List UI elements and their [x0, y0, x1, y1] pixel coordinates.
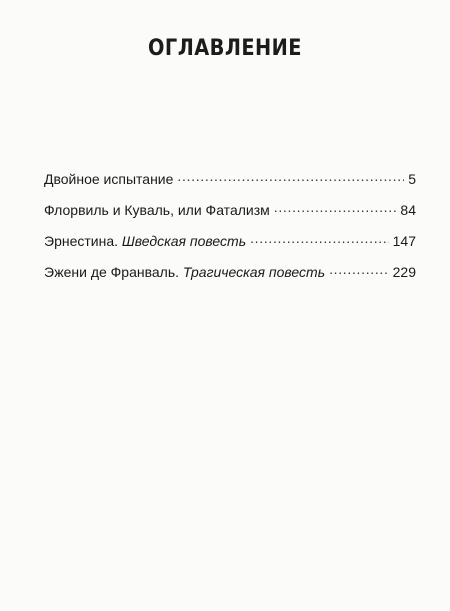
toc-entry[interactable]	[44, 199, 416, 230]
toc-entry-text	[44, 233, 246, 249]
toc-entry-subtitle: Трагическая повесть	[182, 264, 326, 280]
dot-leader	[177, 168, 404, 184]
table-of-contents	[44, 168, 416, 292]
toc-entry-text	[44, 171, 173, 187]
toc-page-number: 229	[392, 264, 416, 280]
toc-entry-title: Флорвиль и Куваль, или Фатализм	[44, 202, 270, 218]
page-title: ОГЛАВЛЕНИЕ	[148, 36, 302, 61]
toc-entry-title: Двойное испытание	[44, 171, 174, 187]
dot-leader	[329, 261, 389, 277]
toc-entry[interactable]	[44, 261, 416, 292]
toc-entry-title: Эжени де Франваль.	[44, 264, 183, 280]
toc-page-number: 5	[408, 171, 416, 187]
toc-page-number: 84	[400, 202, 416, 218]
toc-entry-text	[44, 264, 325, 280]
toc-entry[interactable]	[44, 168, 416, 199]
toc-entry-subtitle: Шведская повесть	[121, 233, 247, 249]
dot-leader	[274, 199, 397, 215]
toc-entry-text	[44, 202, 270, 218]
toc-entry-title: Эрнестина.	[44, 233, 122, 249]
dot-leader	[250, 230, 389, 246]
toc-entry[interactable]	[44, 230, 416, 261]
toc-page-number: 147	[392, 233, 416, 249]
